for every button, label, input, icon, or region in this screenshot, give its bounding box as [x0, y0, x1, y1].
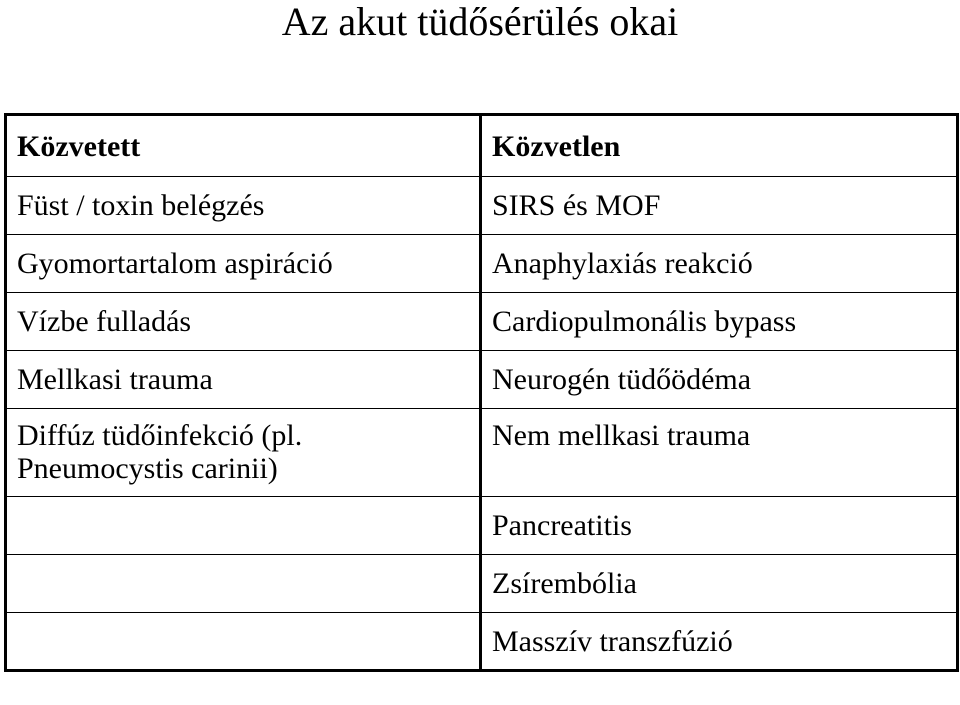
table-row	[6, 351, 958, 409]
direct-cause: Cardiopulmonális bypass	[481, 293, 958, 351]
indirect-cause: Füst / toxin belégzés	[6, 177, 481, 235]
causes-table	[4, 113, 959, 672]
table-row	[6, 177, 958, 235]
table-row	[6, 409, 958, 497]
direct-cause: Nem mellkasi trauma	[481, 409, 958, 497]
indirect-cause	[6, 497, 481, 555]
table-row	[6, 555, 958, 613]
direct-cause: Zsírembólia	[481, 555, 958, 613]
indirect-cause	[6, 613, 481, 671]
indirect-cause	[6, 555, 481, 613]
direct-cause: Anaphylaxiás reakció	[481, 235, 958, 293]
page-title: Az akut tüdősérülés okai	[281, 0, 679, 44]
table-row	[6, 613, 958, 671]
table-row	[6, 235, 958, 293]
header-indirect: Közvetett	[6, 115, 481, 177]
table-header-row	[6, 115, 958, 177]
header-direct: Közvetlen	[481, 115, 958, 177]
direct-cause: Masszív transzfúzió	[481, 613, 958, 671]
indirect-cause: Mellkasi trauma	[6, 351, 481, 409]
direct-cause: SIRS és MOF	[481, 177, 958, 235]
indirect-cause: Gyomortartalom aspiráció	[6, 235, 481, 293]
table-row	[6, 293, 958, 351]
indirect-cause: Diffúz tüdőinfekció (pl. Pneumocystis carinii)	[6, 409, 481, 497]
direct-cause: Pancreatitis	[481, 497, 958, 555]
table-row	[6, 497, 958, 555]
indirect-cause: Vízbe fulladás	[6, 293, 481, 351]
direct-cause: Neurogén tüdőödéma	[481, 351, 958, 409]
